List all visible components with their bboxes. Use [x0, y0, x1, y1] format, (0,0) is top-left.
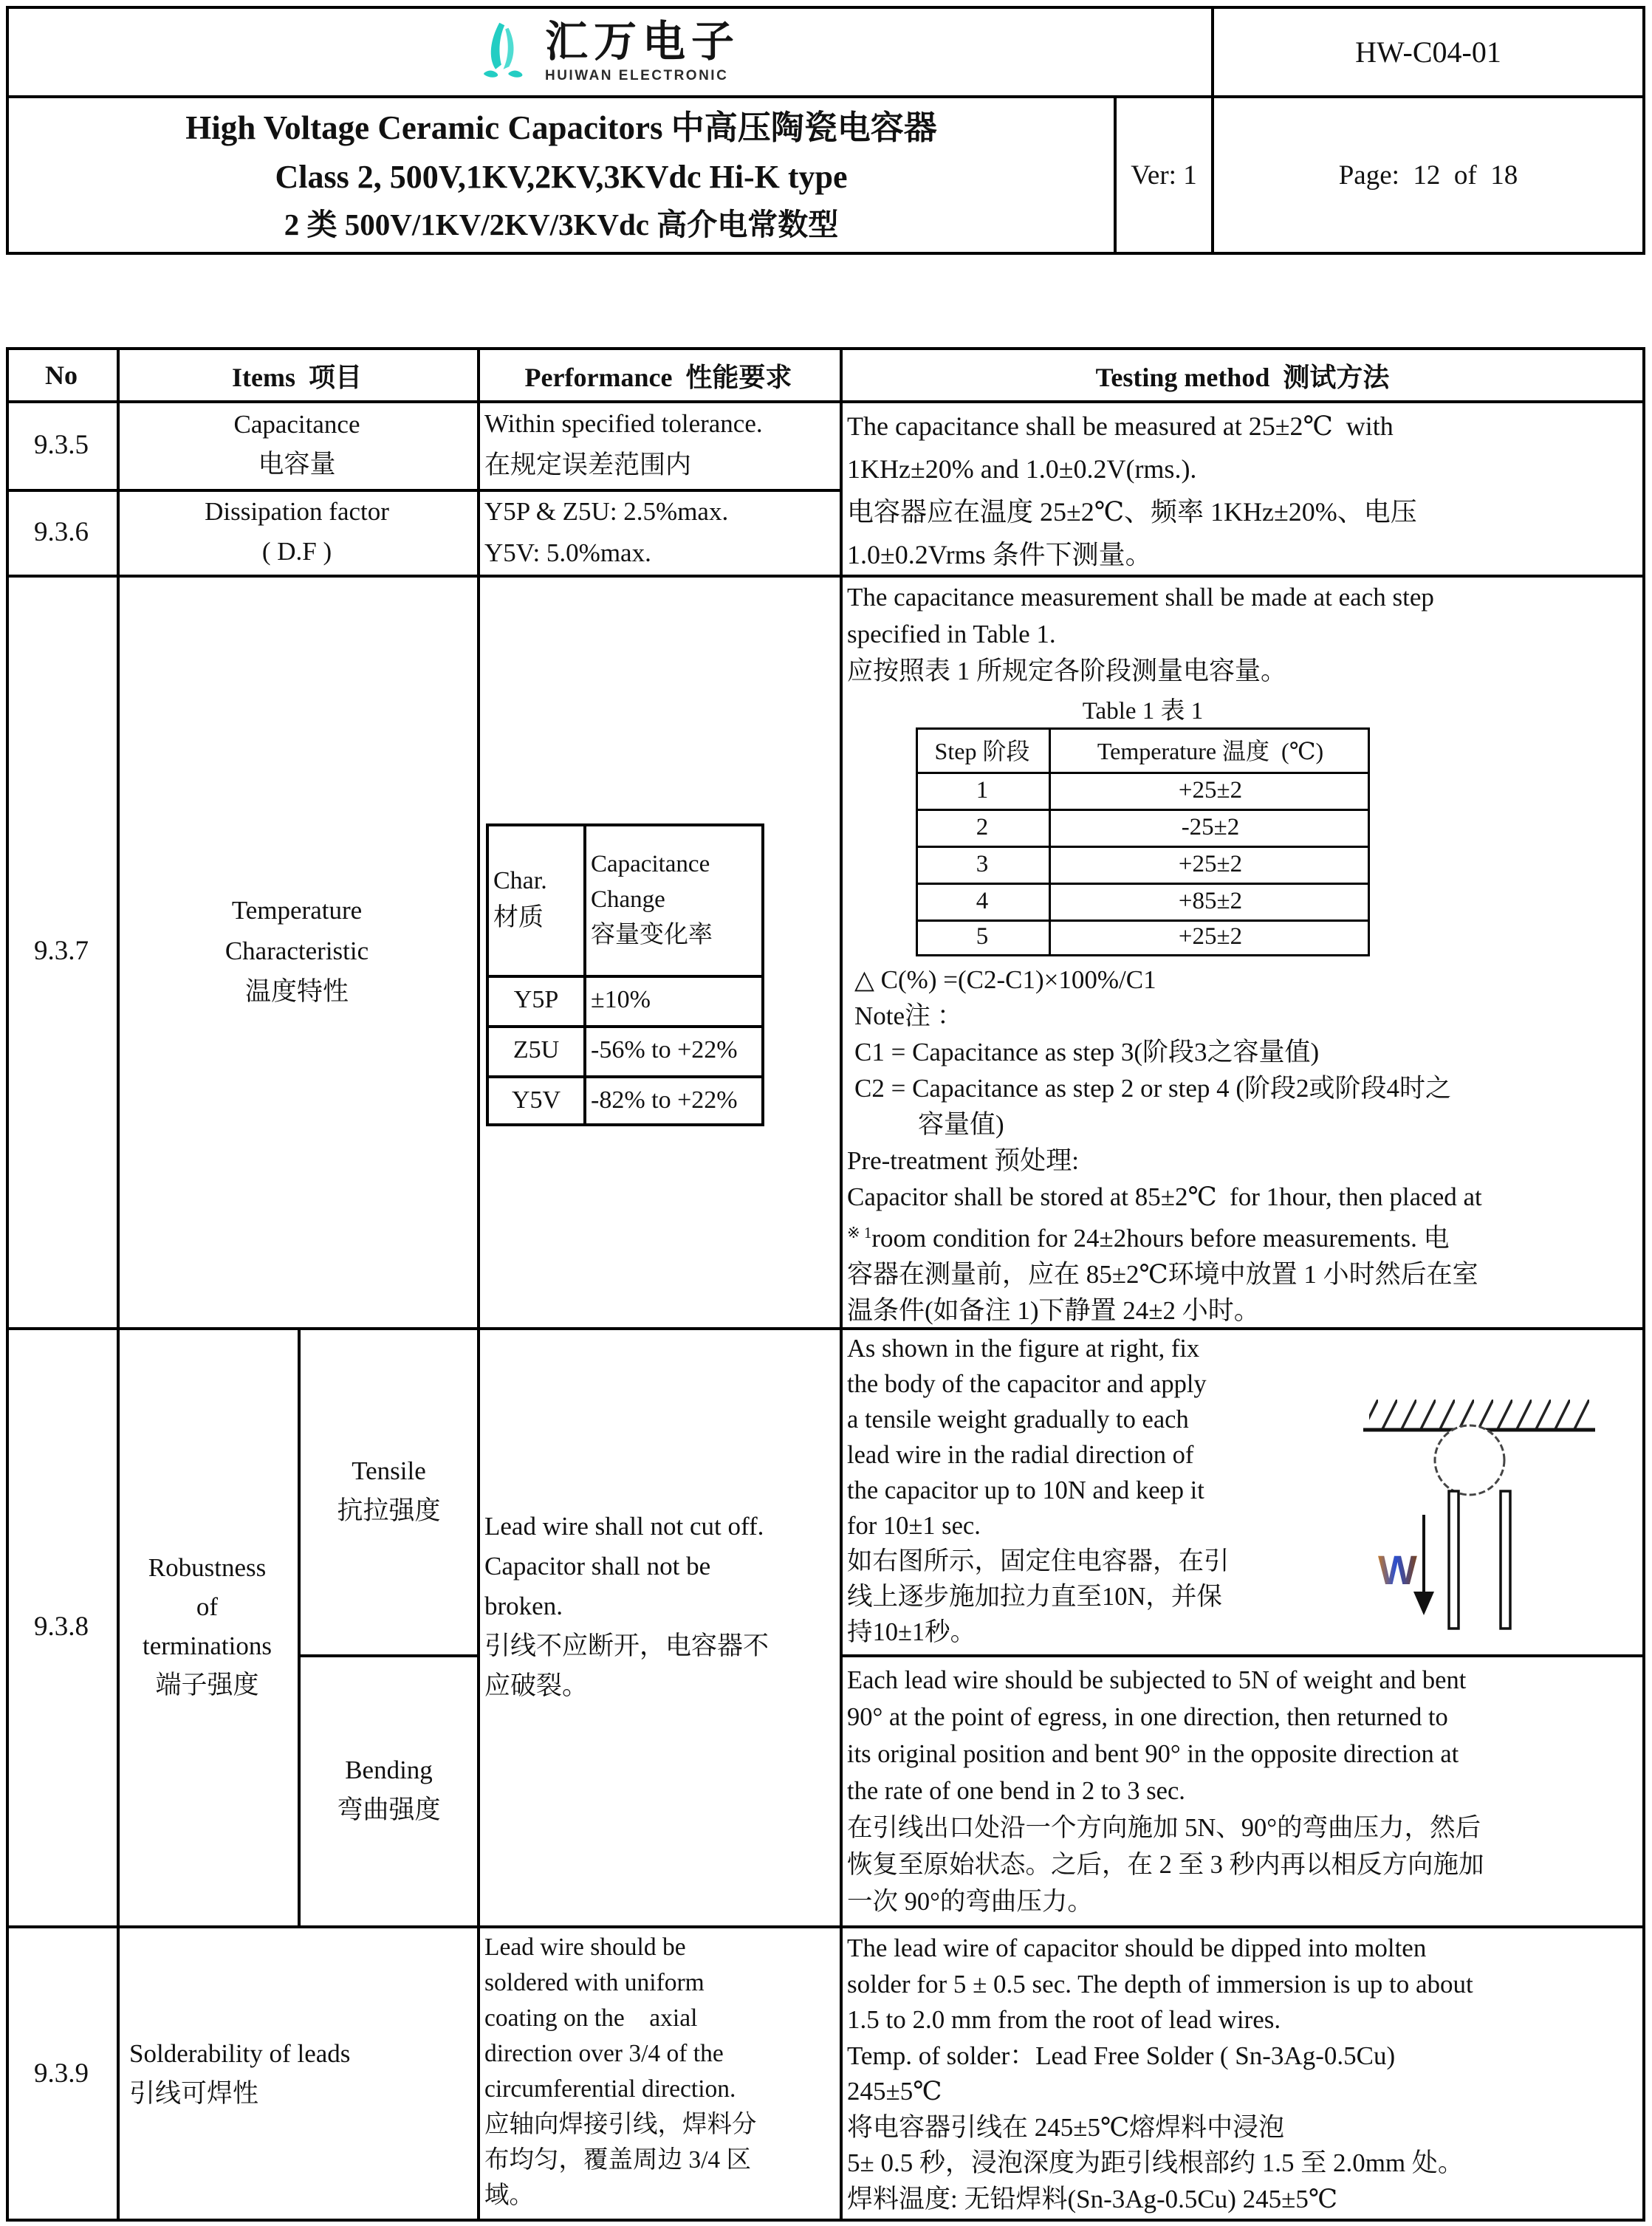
table1-step [916, 772, 1049, 809]
logo-cell [9, 9, 1211, 95]
table1-temp [1051, 772, 1370, 809]
page-title-line2: Class 2, 500V,1KV,2KV,3KVdc Hi-K type [275, 159, 848, 195]
char-header-text: Char. [493, 866, 547, 894]
testing-text: 1KHz±20% and 1.0±0.2V(rms.). [847, 454, 1197, 484]
testing-text: 线上逐步施加拉力直至10N，并保 [847, 1583, 1222, 1611]
char-name: Y5V [511, 1086, 561, 1114]
performance-text: 布均匀，覆盖周边 3/4 区 [484, 2146, 752, 2174]
testing-text: C1 = Capacitance as step 3(阶段3之容量值) [854, 1038, 1320, 1066]
company-logo [480, 18, 740, 86]
testing-text: the body of the capacitor and apply [847, 1370, 1207, 1398]
item-text: 端子强度 [155, 1671, 259, 1699]
version-cell [1117, 98, 1211, 252]
char-header-text: Capacitance [591, 850, 710, 877]
testing-text: 在引线出口处沿一个方向施加 5N、90°的弯曲压力，然后 [847, 1814, 1481, 1842]
row-938-subitem-bending [301, 1654, 477, 1925]
table1-temp [1051, 919, 1370, 954]
char-name: Z5U [513, 1036, 560, 1064]
row-935-no [6, 400, 117, 489]
column-header-no [6, 347, 117, 403]
testing-text: specified in Table 1. [847, 620, 1056, 648]
version-label: Ver: 1 [1131, 160, 1197, 191]
performance-text: 域。 [484, 2182, 534, 2209]
performance-text: Lead wire shall not cut off. [484, 1512, 764, 1541]
row-939-performance [484, 1930, 835, 2213]
performance-text: Lead wire should be [484, 1934, 686, 1961]
row-938-no [6, 1327, 117, 1925]
item-text: 温度特性 [244, 977, 349, 1006]
table1-cell: +25±2 [1178, 776, 1243, 804]
table1-header-text: Temperature 温度 (℃) [1097, 738, 1324, 764]
char-row-value [591, 1028, 761, 1072]
table1-cell: 5 [976, 923, 989, 950]
table1-caption-text: Table 1 表 1 [1082, 698, 1204, 725]
item-text: Capacitance [233, 410, 360, 439]
performance-text: Y5P & Z5U: 2.5%max. [484, 497, 729, 526]
table1-cell: +85±2 [1178, 887, 1243, 914]
testing-text: Pre-treatment 预处理: [847, 1146, 1079, 1175]
table1-step [916, 919, 1049, 954]
item-text: Solderability of leads [129, 2038, 351, 2068]
row-935-item [117, 400, 477, 489]
table1-cell: 4 [976, 887, 989, 914]
tensile-test-figure [1359, 1400, 1603, 1640]
char-table-header-char [493, 823, 580, 975]
char-name: Y5P [513, 986, 559, 1013]
testing-text: 容器在测量前，应在 85±2℃环境中放置 1 小时然后在室 [847, 1260, 1478, 1289]
page-title-line1: High Voltage Ceramic Capacitors 中高压陶瓷电容器 [185, 109, 937, 146]
item-text: 引线可焊性 [129, 2078, 259, 2108]
testing-text: △ C(%) =(C2-C1)×100%/C1 [854, 965, 1156, 994]
testing-text: Temp. of solder：Lead Free Solder ( Sn-3Ag-0.5Cu) [847, 2041, 1396, 2070]
logo-chinese-text: 汇万电子 [544, 18, 740, 66]
column-header-testing [840, 347, 1645, 403]
testing-935-936 [847, 405, 1641, 576]
capacitor-body [1435, 1425, 1504, 1495]
testing-text: The capacitance measurement shall be made at each step [847, 583, 1434, 612]
row-938-item [117, 1327, 298, 1925]
table1-cell: 2 [976, 813, 989, 840]
item-text: of [196, 1592, 219, 1621]
char-row-name [489, 978, 583, 1022]
char-row-name [489, 1028, 583, 1072]
item-text: Dissipation factor [205, 497, 389, 526]
subitem-text: 抗拉强度 [337, 1496, 441, 1525]
row-936-item [117, 489, 477, 575]
row-939-item [129, 1925, 477, 2222]
table1-cell: 1 [976, 776, 989, 804]
testing-text: solder for 5 ± 0.5 sec. The depth of immersion is up to about [847, 1969, 1473, 1999]
testing-939 [847, 1931, 1641, 2217]
table1-caption [916, 691, 1370, 726]
item-text: terminations [143, 1631, 272, 1660]
subitem-text: Tensile [352, 1456, 426, 1485]
performance-text: Capacitor shall not be [484, 1552, 711, 1581]
testing-text: As shown in the figure at right, fix [847, 1335, 1200, 1363]
row-number: 9.3.6 [34, 516, 89, 547]
table1-cell: 3 [976, 850, 989, 877]
char-row-name [489, 1078, 583, 1123]
item-text: Characteristic [225, 936, 369, 965]
char-value: -56% to +22% [591, 1036, 738, 1064]
page-title-line3: 2 类 500V/1KV/2KV/3KVdc 高介电常数型 [284, 208, 839, 242]
testing-text: C2 = Capacitance as step 2 or step 4 (阶段2或阶段4时之 [854, 1074, 1452, 1103]
row-935-performance [484, 403, 835, 486]
char-header-text: Change [591, 886, 665, 913]
row-number: 9.3.8 [34, 1611, 89, 1642]
char-row-value [591, 978, 761, 1022]
testing-text: Capacitor shall be stored at 85±2℃ for 1hour, then placed at [847, 1182, 1482, 1211]
sailboat-logo-icon [480, 18, 532, 86]
char-table-header-change [591, 823, 761, 975]
testing-text: 持10±1秒。 [847, 1618, 976, 1646]
divider [840, 1654, 1645, 1657]
subitem-text: 弯曲强度 [337, 1795, 441, 1824]
testing-938-tensile [847, 1331, 1364, 1650]
testing-937-intro [847, 579, 1641, 690]
testing-text: 焊料温度: 无铅焊料(Sn-3Ag-0.5Cu) 245±5℃ [847, 2184, 1338, 2213]
ceiling-hatch [1369, 1400, 1591, 1428]
column-header-performance-label: Performance 性能要求 [524, 362, 792, 392]
table1-header-text: Step 阶段 [934, 738, 1030, 764]
logo-english-text: HUIWAN ELECTRONIC [544, 67, 729, 83]
page-number-label: Page: 12 of 18 [1338, 160, 1518, 191]
performance-text: 应破裂。 [484, 1671, 589, 1700]
char-value: ±10% [591, 986, 651, 1013]
doc-code-cell [1214, 9, 1642, 95]
testing-text: 5± 0.5 秒，浸泡深度为距引线根部约 1.5 至 2.0mm 处。 [847, 2148, 1464, 2177]
testing-938-bending [847, 1662, 1641, 1920]
divider [477, 347, 480, 2222]
row-938-performance [484, 1507, 835, 1706]
testing-text: the capacitor up to 10N and keep it [847, 1476, 1204, 1504]
table1-header-step [916, 727, 1049, 772]
doc-code: HW-C04-01 [1355, 35, 1501, 69]
lead-wire-left [1449, 1491, 1459, 1629]
testing-text: a tensile weight gradually to each [847, 1405, 1189, 1434]
performance-text: coating on the axial [484, 2004, 698, 2032]
divider [840, 347, 843, 2222]
testing-text: 如右图所示，固定住电容器，在引 [847, 1547, 1230, 1575]
table1-step [916, 846, 1049, 883]
page-number-cell [1214, 98, 1642, 252]
item-text: 电容量 [258, 450, 336, 479]
table1-temp [1051, 846, 1370, 883]
lead-wire-right [1501, 1491, 1510, 1629]
testing-text: The lead wire of capacitor should be dipped into molten [847, 1934, 1427, 1962]
testing-text: its original position and bent 90° in the opposite direction at [847, 1740, 1459, 1768]
testing-text: 将电容器引线在 245±5℃熔焊料中浸泡 [847, 2112, 1285, 2142]
testing-937-notes [847, 962, 1641, 1329]
testing-text: The capacitance shall be measured at 25±2℃ with [847, 411, 1394, 441]
item-text: Robustness [148, 1553, 267, 1582]
table1-cell: +25±2 [1178, 923, 1243, 950]
title-cell [9, 98, 1114, 252]
testing-text: for 10±1 sec. [847, 1512, 981, 1540]
row-number: 9.3.5 [34, 429, 89, 460]
char-row-value [591, 1078, 761, 1123]
weight-arrow-head [1413, 1592, 1434, 1615]
testing-text: 温条件(如备注 1)下静置 24±2 小时。 [847, 1296, 1260, 1325]
testing-text: 应按照表 1 所规定各阶段测量电容量。 [847, 657, 1287, 685]
column-header-testing-label: Testing method 测试方法 [1095, 362, 1390, 392]
row-936-performance [484, 492, 835, 573]
row-938-subitem-tensile [301, 1327, 477, 1654]
row-936-no [6, 489, 117, 575]
item-text: Temperature [231, 896, 363, 925]
testing-text: Each lead wire should be subjected to 5N of weight and bent [847, 1666, 1467, 1694]
performance-text: 在规定误差范围内 [484, 451, 692, 479]
row-number: 9.3.9 [34, 2058, 89, 2089]
row-939-no [6, 1925, 117, 2222]
row-number: 9.3.7 [34, 936, 89, 966]
testing-text: 90° at the point of egress, in one direction, then returned to [847, 1703, 1448, 1731]
testing-text: 恢复至原始状态。之后，在 2 至 3 秒内再以相反方向施加 [847, 1851, 1484, 1879]
testing-text: 电容器应在温度 25±2℃、频率 1KHz±20%、电压 [847, 497, 1417, 527]
testing-text: room condition for 24±2hours before measurements. 电 [871, 1224, 1450, 1253]
performance-text: broken. [484, 1592, 563, 1620]
row-937-item [117, 575, 477, 1327]
table1-step [916, 809, 1049, 846]
item-text: ( D.F ) [261, 537, 332, 566]
performance-text: 引线不应断开，电容器不 [484, 1631, 770, 1660]
table1-step [916, 883, 1049, 919]
testing-text: 容量值) [918, 1110, 1004, 1139]
char-value: -82% to +22% [591, 1086, 738, 1114]
table1-temp [1051, 883, 1370, 919]
performance-text: direction over 3/4 of the [484, 2040, 724, 2067]
footnote-marker: ※ 1 [847, 1224, 872, 1242]
testing-text: 1.0±0.2Vrms 条件下测量。 [847, 540, 1152, 569]
performance-text: soldered with uniform [484, 1969, 705, 1996]
char-header-text: 容量变化率 [591, 921, 713, 948]
performance-text: circumferential direction. [484, 2075, 736, 2103]
testing-text: the rate of one bend in 2 to 3 sec. [847, 1777, 1185, 1805]
testing-text: Note注 ： [854, 1001, 963, 1030]
table1-temp [1051, 809, 1370, 846]
table1-cell: +25±2 [1178, 850, 1243, 877]
subitem-text: Bending [345, 1755, 433, 1784]
row-937-no [6, 575, 117, 1327]
column-header-performance [477, 347, 840, 403]
testing-text: 一次 90°的弯曲压力。 [847, 1888, 1093, 1916]
performance-text: Y5V: 5.0%max. [484, 538, 651, 567]
weight-label: W [1378, 1547, 1417, 1593]
column-header-no-label: No [45, 360, 78, 390]
table1-cell: -25±2 [1181, 813, 1240, 840]
column-header-items [117, 347, 477, 403]
testing-text: 1.5 to 2.0 mm from the root of lead wires. [847, 2005, 1281, 2034]
performance-text: 应轴向焊接引线，焊料分 [484, 2111, 757, 2138]
testing-text: 245±5℃ [847, 2077, 942, 2106]
performance-text: Within specified tolerance. [484, 409, 763, 438]
testing-text: lead wire in the radial direction of [847, 1441, 1194, 1469]
table1-header-temp [1051, 727, 1370, 772]
char-header-text: 材质 [493, 903, 544, 931]
column-header-items-label: Items 项目 [232, 362, 362, 392]
